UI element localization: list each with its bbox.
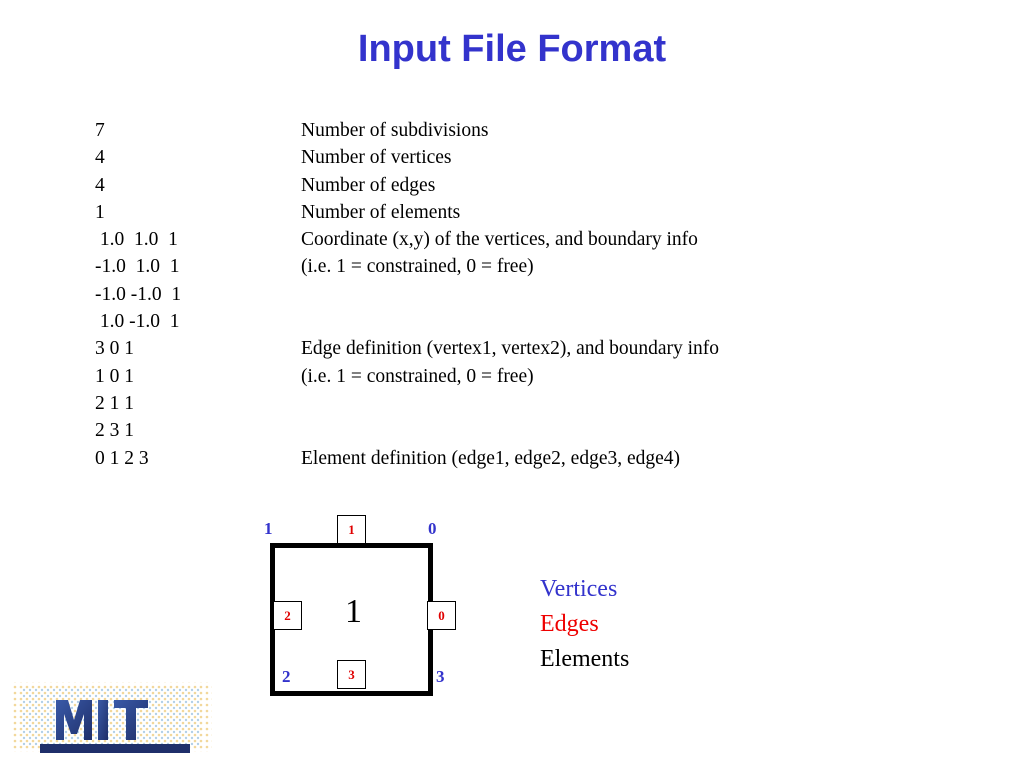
- spec-row: [95, 117, 489, 144]
- spec-row: [95, 445, 681, 472]
- edge-label-left: 2: [273, 601, 302, 630]
- edge-label-right: 0: [427, 601, 456, 630]
- spec-row: [95, 363, 534, 390]
- spec-row: [95, 390, 134, 417]
- spec-row: [95, 226, 698, 253]
- spec-row: [95, 281, 182, 308]
- spec-row: [95, 308, 180, 335]
- spec-row: [95, 335, 720, 362]
- spec-value: 1 0 1: [95, 365, 134, 387]
- diagram-legend: [540, 572, 629, 677]
- spec-value: 1.0 -1.0 1: [95, 311, 180, 333]
- vertex-label-top-left: 1: [264, 519, 273, 538]
- spec-description: Number of subdivisions: [301, 120, 489, 141]
- spec-value: 3 0 1: [95, 338, 134, 360]
- spec-value: 7: [95, 120, 105, 141]
- spec-value: -1.0 1.0 1: [95, 256, 180, 278]
- spec-value: 2 1 1: [95, 392, 134, 414]
- edge-label-top: 1: [337, 515, 366, 544]
- spec-description: Element definition (edge1, edge2, edge3, edge4): [301, 447, 681, 469]
- spec-value: 2 3 1: [95, 420, 134, 442]
- page-title: Input File Format: [357, 28, 667, 70]
- element-number: 1: [345, 593, 362, 630]
- mit-logo-graphic: [12, 678, 222, 762]
- spec-value: 4: [95, 147, 105, 169]
- element-square: [270, 543, 433, 696]
- spec-description: Number of elements: [301, 201, 461, 223]
- legend-elements: Elements: [540, 646, 630, 672]
- spec-value: 0 1 2 3: [95, 447, 149, 469]
- spec-description: Number of edges: [301, 174, 436, 196]
- spec-value: 1.0 1.0 1: [95, 229, 178, 251]
- spec-description: (i.e. 1 = constrained, 0 = free): [301, 365, 534, 387]
- spec-value: -1.0 -1.0 1: [95, 283, 182, 305]
- spec-description: Number of vertices: [301, 147, 452, 169]
- vertex-label-top-right: 0: [428, 519, 437, 538]
- spec-row: [95, 172, 436, 199]
- spec-row: [95, 253, 534, 280]
- input-file-spec: [95, 117, 720, 472]
- spec-description: Coordinate (x,y) of the vertices, and boundary info: [301, 229, 698, 251]
- spec-row: [95, 144, 452, 171]
- legend-vertices: Vertices: [540, 576, 618, 602]
- spec-value: 1: [95, 201, 105, 223]
- legend-edges: Edges: [540, 611, 599, 637]
- mit-logo: [12, 678, 222, 762]
- spec-row: [95, 417, 134, 444]
- spec-row: [95, 199, 461, 226]
- spec-value: 4: [95, 174, 105, 196]
- spec-description: (i.e. 1 = constrained, 0 = free): [301, 256, 534, 278]
- vertex-label-bottom-right: 3: [436, 667, 445, 686]
- vertex-label-bottom-left: 2: [282, 667, 291, 686]
- edge-label-bottom: 3: [337, 660, 366, 689]
- spec-description: Edge definition (vertex1, vertex2), and boundary info: [301, 338, 720, 360]
